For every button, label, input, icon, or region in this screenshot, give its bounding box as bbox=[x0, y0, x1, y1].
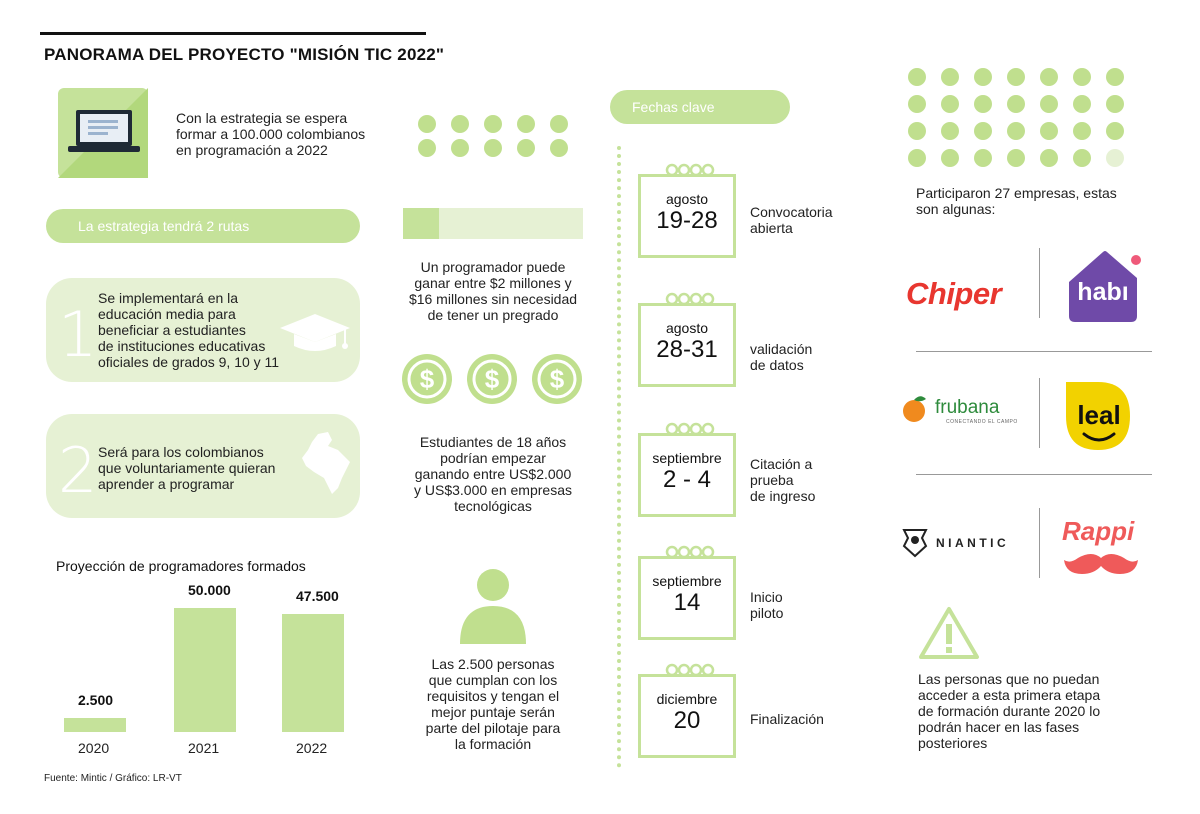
company-dot bbox=[1040, 122, 1058, 140]
company-dot bbox=[974, 95, 992, 113]
date-event: validación de datos bbox=[750, 341, 813, 373]
dot bbox=[550, 115, 568, 133]
bar-value-2022: 47.500 bbox=[296, 588, 339, 605]
dot bbox=[550, 139, 568, 157]
dollar-icons bbox=[400, 350, 586, 408]
laptop-icon bbox=[58, 88, 148, 178]
company-dot bbox=[1007, 149, 1025, 167]
salary-progress-fill bbox=[403, 208, 439, 239]
logo-divider bbox=[916, 351, 1152, 352]
bar-2020 bbox=[64, 718, 126, 732]
company-dot bbox=[974, 68, 992, 86]
route-2-number: 2 bbox=[58, 434, 98, 507]
company-dot bbox=[1106, 149, 1124, 167]
date-month: agosto bbox=[665, 191, 709, 207]
logo-frubana: frubana CONECTANDO EL CAMPO bbox=[900, 393, 1020, 433]
programmer-salary-text: Un programador puede ganar entre $2 millones y $16 millones sin necesidad de tener un pregrado bbox=[408, 259, 578, 323]
dot bbox=[418, 139, 436, 157]
company-dot bbox=[941, 149, 959, 167]
bar-label-2021: 2021 bbox=[188, 740, 220, 756]
dot bbox=[451, 139, 469, 157]
mustache-icon bbox=[1062, 552, 1140, 578]
dates-header: Fechas clave bbox=[610, 90, 790, 124]
date-event: Inicio piloto bbox=[750, 589, 784, 621]
company-dot bbox=[1106, 122, 1124, 140]
date-day: 20 bbox=[673, 707, 701, 734]
calendar-rings bbox=[665, 422, 715, 436]
company-dot bbox=[1073, 122, 1091, 140]
logo-rappi: Rappi bbox=[1060, 516, 1144, 582]
bar-value-2021: 50.000 bbox=[188, 582, 231, 598]
pilot-text: Las 2.500 personas que cumplan con los requisitos y tengan el mejor puntaje serán parte del pilotaje para la formación bbox=[425, 656, 561, 752]
company-dot bbox=[908, 95, 926, 113]
dot bbox=[451, 115, 469, 133]
route-1-text: Se implementará en la educación media para beneficiar a estudiantes de instituciones educativas oficiales de grados 9, 10 y 11 bbox=[98, 290, 280, 370]
company-dot bbox=[908, 122, 926, 140]
company-dot bbox=[1040, 149, 1058, 167]
company-dot bbox=[1040, 68, 1058, 86]
company-dot bbox=[1073, 68, 1091, 86]
date-event: Convocatoria abierta bbox=[750, 204, 833, 236]
logo-habi: habı bbox=[1065, 248, 1145, 324]
niantic-emblem-icon bbox=[900, 526, 930, 558]
route-2-box bbox=[46, 414, 360, 518]
logo-chiper: Chiper bbox=[906, 276, 1002, 311]
timeline-line bbox=[617, 146, 621, 768]
chart-title: Proyección de programadores formados bbox=[56, 558, 306, 574]
company-dot bbox=[1106, 68, 1124, 86]
date-event: Finalización bbox=[750, 711, 824, 727]
dot bbox=[517, 115, 535, 133]
companies-dots bbox=[908, 68, 1134, 164]
company-dot bbox=[1073, 95, 1091, 113]
dots-middle bbox=[418, 115, 578, 159]
date-day: 14 bbox=[673, 589, 701, 616]
date-month: septiembre bbox=[652, 450, 722, 466]
company-dot bbox=[1040, 95, 1058, 113]
dot bbox=[484, 139, 502, 157]
smile-icon bbox=[1082, 432, 1116, 442]
bar-label-2020: 2020 bbox=[78, 740, 110, 756]
company-dot bbox=[1106, 95, 1124, 113]
dot bbox=[517, 139, 535, 157]
colombia-map-icon bbox=[298, 432, 352, 498]
route-1-number: 1 bbox=[58, 298, 98, 371]
company-dot bbox=[1007, 95, 1025, 113]
date-month: agosto bbox=[665, 320, 709, 336]
logo-divider bbox=[1039, 378, 1040, 448]
bar-value-2020: 2.500 bbox=[78, 692, 114, 708]
company-dot bbox=[1073, 149, 1091, 167]
company-dot bbox=[1007, 68, 1025, 86]
calendar-rings bbox=[665, 545, 715, 559]
logo-divider bbox=[1039, 508, 1040, 578]
students-salary-text: Estudiantes de 18 años podrían empezar ganando entre US$2.000 y US$3.000 en empresas tecnológicas bbox=[414, 434, 572, 514]
laptop-tile bbox=[58, 88, 148, 178]
calendar-rings bbox=[665, 163, 715, 177]
logo-divider bbox=[916, 474, 1152, 475]
salary-progress-bar bbox=[403, 208, 583, 239]
companies-text: Participaron 27 empresas, estas son algunas: bbox=[916, 185, 1117, 217]
route-1-box bbox=[46, 278, 360, 382]
svg-text:$: $ bbox=[484, 364, 500, 394]
calendar-rings bbox=[665, 292, 715, 306]
warning-text: Las personas que no puedan acceder a esta primera etapa de formación durante 2020 lo podrán hacer en las fases posteriores bbox=[918, 671, 1101, 751]
svg-text:$: $ bbox=[419, 364, 435, 394]
calendar-icon bbox=[638, 303, 736, 387]
graduation-cap-icon bbox=[278, 310, 352, 358]
bar-chart bbox=[40, 580, 370, 760]
top-rule bbox=[40, 32, 426, 35]
date-day: 19-28 bbox=[656, 207, 718, 234]
page-title: PANORAMA DEL PROYECTO "MISIÓN TIC 2022" bbox=[44, 45, 445, 64]
date-day: 2 - 4 bbox=[662, 466, 712, 493]
dot bbox=[484, 115, 502, 133]
logo-divider bbox=[1039, 248, 1040, 318]
intro-text: Con la estrategia se espera formar a 100.000 colombianos en programación a 2022 bbox=[176, 110, 366, 158]
warning-icon bbox=[918, 606, 980, 660]
date-month: diciembre bbox=[656, 691, 718, 707]
company-dot bbox=[941, 122, 959, 140]
person-icon bbox=[458, 568, 528, 644]
logo-niantic: NIANTIC bbox=[900, 526, 1030, 560]
calendar-icon bbox=[638, 556, 736, 640]
calendar-icon bbox=[638, 674, 736, 758]
bar-2021 bbox=[174, 608, 236, 732]
routes-header: La estrategia tendrá 2 rutas bbox=[46, 209, 360, 243]
calendar-icon bbox=[638, 433, 736, 517]
company-dot bbox=[908, 68, 926, 86]
dot bbox=[418, 115, 436, 133]
company-dot bbox=[974, 149, 992, 167]
company-dot bbox=[974, 122, 992, 140]
company-dot bbox=[941, 95, 959, 113]
orange-fruit-icon bbox=[900, 395, 930, 423]
dollar-icon bbox=[402, 354, 452, 404]
calendar-icon bbox=[638, 174, 736, 258]
company-dot bbox=[1007, 122, 1025, 140]
bar-2022 bbox=[282, 614, 344, 732]
date-day: 28-31 bbox=[656, 336, 718, 363]
bar-label-2022: 2022 bbox=[296, 740, 328, 756]
source-credit: Fuente: Mintic / Gráfico: LR-VT bbox=[44, 773, 182, 784]
date-event: Citación a prueba de ingreso bbox=[750, 456, 816, 504]
calendar-rings bbox=[665, 663, 715, 677]
dollar-icon bbox=[467, 354, 517, 404]
company-dot bbox=[908, 149, 926, 167]
company-dot bbox=[941, 68, 959, 86]
logo-leal: leal bbox=[1062, 380, 1132, 452]
date-month: septiembre bbox=[652, 573, 722, 589]
dollar-icon bbox=[532, 354, 582, 404]
svg-text:$: $ bbox=[549, 364, 565, 394]
route-2-text: Será para los colombianos que voluntariamente quieran aprender a programar bbox=[98, 444, 276, 492]
